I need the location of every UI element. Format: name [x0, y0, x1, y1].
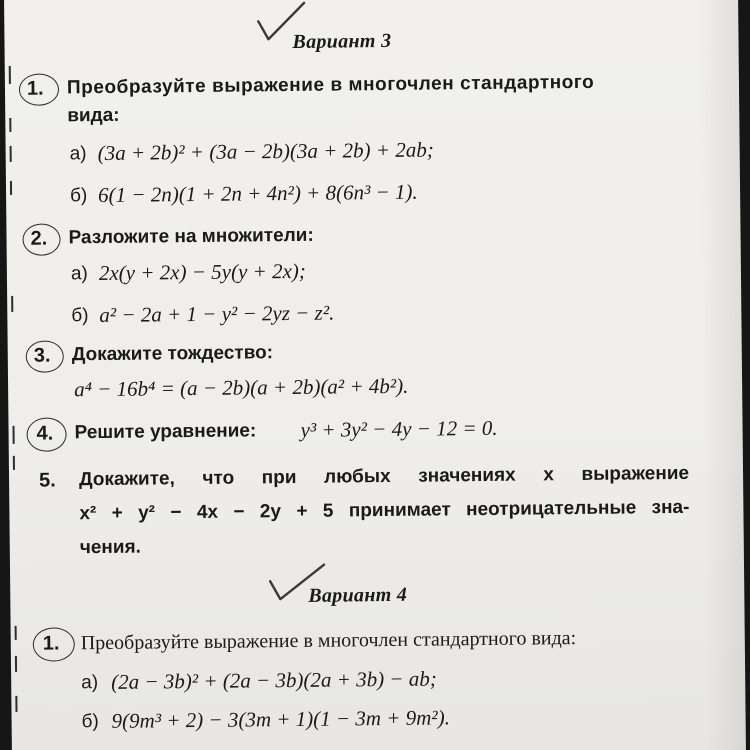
- task-text: Преобразуйте выражение в многочлен стандартного вида:: [80, 627, 577, 655]
- task-number: 2.: [30, 227, 48, 250]
- task-text: Разложите на множители:: [68, 224, 314, 249]
- margin-mark: [10, 146, 12, 162]
- margin-mark: [13, 426, 15, 444]
- subtask-label: а): [70, 263, 88, 285]
- subtask-label: а): [81, 672, 99, 694]
- variant4-title: Вариант 4: [308, 583, 408, 607]
- task-text: чения.: [79, 536, 142, 559]
- task-number: 3.: [33, 344, 51, 367]
- task-number: 5.: [38, 469, 56, 492]
- task-text: вида:: [67, 104, 120, 127]
- task-number: 1.: [42, 632, 60, 655]
- task-text: Преобразуйте выражение в многочлен стандартного: [66, 71, 595, 99]
- margin-mark: [11, 296, 13, 312]
- math-expression: 9(9m³ + 2) − 3(3m + 1)(1 − 3m + 9m²).: [111, 705, 451, 733]
- task-text: Докажите тождество:: [71, 342, 274, 366]
- math-expression: y³ + 3y² − 4y − 12 = 0.: [300, 415, 498, 442]
- subtask-label: а): [69, 143, 87, 165]
- math-expression: (2a − 3b)² + (2a − 3b)(2a + 3b) − ab;: [111, 666, 437, 694]
- math-expression: a² − 2a + 1 − y² − 2yz − z².: [99, 300, 335, 328]
- margin-mark: [15, 696, 17, 712]
- math-expression: (3a + 2b)² + (3a − 2b)(3a + 2b) + 2ab;: [97, 137, 434, 166]
- margin-mark: [10, 181, 12, 195]
- margin-mark: [9, 66, 11, 84]
- task-number: 1.: [26, 77, 44, 100]
- math-expression: 2x(y + 2x) − 5y(y + 2x);: [98, 258, 306, 286]
- subtask-label: б): [71, 305, 89, 327]
- task-number: 4.: [36, 422, 54, 445]
- task-text: Докажите, что при любых значениях x выражение: [78, 462, 690, 491]
- math-expression: a⁴ − 16b⁴ = (a − 2b)(a + 2b)(a² + 4b²).: [73, 373, 409, 402]
- worksheet-page: [4, 0, 746, 750]
- subtask-label: б): [81, 711, 99, 733]
- margin-mark: [13, 456, 15, 470]
- margin-mark: [15, 626, 17, 640]
- task-text: Решите уравнение:: [74, 420, 257, 444]
- margin-mark: [9, 118, 11, 132]
- task-text: x² + y² − 4x − 2y + 5 принимает неотрицательные зна-: [79, 496, 690, 525]
- margin-mark: [15, 656, 17, 672]
- math-expression: 6(1 − 2n)(1 + 2n + 4n²) + 8(6n³ − 1).: [97, 179, 418, 208]
- variant3-title: Вариант 3: [292, 29, 392, 53]
- subtask-label: б): [69, 185, 88, 207]
